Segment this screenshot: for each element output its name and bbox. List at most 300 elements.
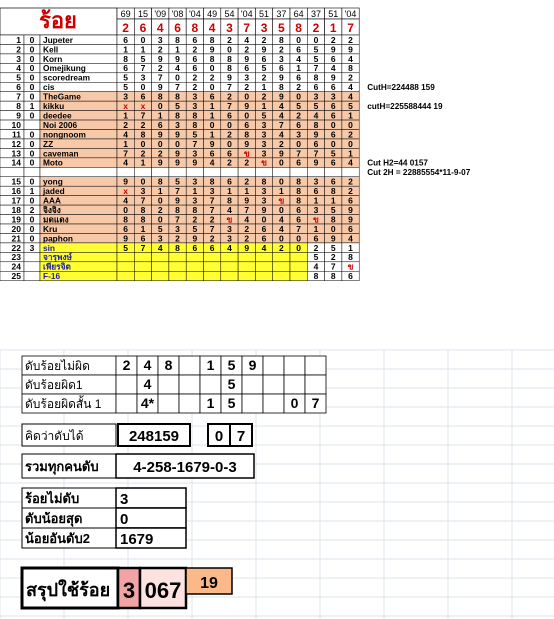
value-cell	[186, 252, 203, 261]
row-zero: 0	[29, 34, 35, 45]
value-cell	[204, 271, 221, 280]
rank-cell	[242, 394, 263, 413]
value: 2	[278, 138, 284, 149]
value-cell	[221, 167, 238, 176]
value: 2	[157, 148, 163, 159]
row-name: jaded	[43, 186, 65, 197]
row-note: Cut 2H = 22885554*11-9-07	[367, 168, 471, 178]
row-number: 3	[16, 53, 21, 64]
row-number: 13	[11, 148, 21, 159]
value: 2	[227, 157, 232, 168]
value: 1	[157, 186, 163, 197]
value-cell	[238, 262, 255, 271]
row-zero: 1	[29, 186, 35, 197]
value: ข	[313, 214, 319, 225]
value: 9	[330, 44, 336, 55]
col-subheader: 6	[139, 21, 147, 35]
value: 8	[123, 214, 129, 225]
value: 9	[123, 233, 129, 244]
value: 4	[348, 157, 353, 168]
row-number: 24	[11, 261, 21, 272]
value: 9	[348, 214, 353, 225]
value: 2	[227, 34, 232, 45]
value: 6	[330, 157, 336, 168]
value: 1	[348, 242, 353, 253]
value: 2	[209, 233, 215, 244]
row-name: มดแดง	[43, 214, 69, 225]
value: 8	[313, 72, 319, 83]
value: 0	[227, 138, 232, 149]
value: 9	[278, 91, 284, 102]
value: 4	[278, 129, 284, 140]
row-zero-cell	[24, 167, 40, 176]
value: 9	[175, 129, 180, 140]
value: 7	[313, 148, 319, 159]
value: 8	[123, 53, 129, 64]
rank-value: 7	[311, 395, 320, 411]
value: 2	[296, 110, 302, 121]
value: 8	[192, 204, 198, 215]
value: 2	[157, 204, 163, 215]
row-name: TheGame	[43, 91, 81, 102]
value: 8	[140, 204, 146, 215]
row-name: scoredream	[43, 72, 91, 83]
value: 7	[313, 63, 319, 74]
row-number: 11	[12, 129, 21, 140]
row-zero: 0	[29, 195, 35, 206]
value: 1	[123, 110, 129, 121]
value: 0	[227, 44, 232, 55]
value: 9	[313, 129, 319, 140]
value: 9	[348, 44, 353, 55]
value: 9	[244, 195, 250, 206]
row-number: 22	[11, 242, 21, 253]
value: 3	[209, 186, 215, 197]
value: 0	[313, 34, 319, 45]
rank-value: 9	[248, 357, 257, 373]
value: 2	[192, 72, 198, 83]
rank-value: 5	[227, 395, 236, 411]
value: 1	[123, 138, 129, 149]
rank-cell	[179, 394, 200, 413]
rank-value: 4	[143, 376, 152, 392]
value: 6	[192, 242, 198, 253]
value: 8	[209, 53, 215, 64]
col-header: 51	[328, 9, 339, 19]
value-cell	[134, 252, 151, 261]
value-cell	[204, 167, 221, 176]
value-cell	[152, 271, 169, 280]
value: 5	[348, 101, 353, 111]
rank-cell	[200, 375, 221, 394]
value-cell	[117, 271, 134, 280]
value: 7	[227, 82, 232, 93]
value: 0	[157, 214, 163, 225]
value-cell	[325, 167, 342, 176]
row-zero: 0	[29, 233, 35, 244]
value: 3	[261, 186, 267, 197]
value: 8	[227, 195, 232, 206]
value: 2	[244, 223, 250, 234]
row-number-cell	[0, 167, 24, 176]
rank-cell	[179, 375, 200, 394]
row-note: cutH=225588444 19	[367, 102, 443, 111]
value: 6	[296, 157, 302, 168]
value: 4	[123, 195, 129, 206]
value: 9	[330, 72, 336, 83]
row-zero-cell	[24, 271, 40, 280]
row-zero: 3	[29, 242, 35, 253]
value: 0	[123, 204, 129, 215]
value: 3	[192, 148, 198, 159]
calc-extra: 7	[236, 428, 246, 445]
row-number: 6	[16, 82, 21, 93]
value: 7	[140, 110, 146, 121]
value: 7	[209, 204, 215, 215]
row-number: 14	[11, 157, 21, 168]
value: 3	[157, 233, 163, 244]
value: 0	[278, 204, 284, 215]
value: 6	[209, 242, 215, 253]
value: 9	[261, 204, 267, 215]
value: 3	[313, 91, 319, 102]
row-number: 8	[16, 101, 21, 111]
col-subheader: 8	[295, 21, 302, 35]
sheet-title: ร้อย	[39, 8, 77, 33]
value: 2	[175, 233, 180, 244]
value: 4	[244, 214, 250, 225]
value: 9	[157, 129, 163, 140]
value-cell	[169, 167, 186, 176]
value: 4	[209, 157, 215, 168]
col-header: '04	[188, 9, 201, 19]
value: 8	[348, 63, 353, 74]
value-cell	[290, 271, 307, 280]
value: 3	[296, 129, 302, 140]
value-cell	[273, 252, 290, 261]
value: 8	[278, 82, 284, 93]
row-zero-cell	[24, 120, 40, 129]
row-zero: 0	[29, 214, 35, 225]
rank-cell	[242, 375, 263, 394]
value: 7	[140, 63, 146, 74]
value-cell	[186, 167, 203, 176]
value: 0	[140, 138, 146, 149]
value: 0	[330, 138, 336, 149]
rank-value: 4*	[140, 395, 155, 411]
value-cell	[273, 262, 290, 271]
value: 9	[157, 53, 163, 64]
col-header: '08	[171, 9, 184, 19]
value: 6	[313, 186, 319, 197]
value: 9	[227, 72, 232, 83]
value-cell	[186, 262, 203, 271]
value: 6	[227, 148, 232, 159]
row-zero: 0	[29, 176, 35, 187]
row-number: 18	[11, 204, 21, 215]
value: 4	[227, 204, 232, 215]
summary-label: สรุปใช้ร้อย	[26, 580, 111, 600]
value: 9	[175, 195, 180, 206]
value-cell	[169, 262, 186, 271]
value: 9	[244, 53, 250, 64]
value: 4	[157, 242, 163, 253]
value: 2	[348, 176, 353, 187]
value: 1	[261, 101, 267, 111]
value: 3	[140, 72, 146, 83]
calc-value: 248159	[128, 428, 180, 445]
row-note: Cut H2=44 0157	[367, 158, 428, 168]
value: 4	[313, 110, 319, 121]
value: 8	[330, 214, 336, 225]
value: 5	[175, 101, 180, 111]
value: 1	[348, 148, 353, 159]
row-name: Omejikung	[43, 63, 86, 74]
value: 7	[227, 101, 232, 111]
value-cell	[307, 167, 324, 176]
value: 0	[296, 34, 302, 45]
value: 1	[348, 110, 353, 121]
value: 5	[192, 223, 198, 234]
col-header: 69	[120, 9, 131, 19]
value: 8	[175, 110, 180, 121]
value: 7	[175, 186, 180, 197]
row-zero: 0	[29, 53, 35, 64]
value: 6	[313, 82, 319, 93]
value: 0	[157, 138, 163, 149]
value: 0	[296, 91, 302, 102]
value: 2	[244, 157, 250, 168]
calc-label: คิดว่าดับได้	[25, 429, 84, 443]
value: 0	[296, 242, 302, 253]
row-name: AAA	[43, 195, 61, 206]
value: 3	[140, 186, 146, 197]
value: 2	[296, 82, 302, 93]
value: 4	[348, 91, 353, 102]
row-name: จารุพงษ์	[43, 252, 72, 263]
total-value: 4-258-1679-0-3	[133, 459, 237, 476]
row-name: Noi 2006	[43, 119, 78, 130]
value: 2	[278, 242, 284, 253]
value: 7	[330, 261, 336, 272]
rank-label: ดับร้อยผิดสั้น 1	[25, 397, 102, 411]
row-note: CutH=224488 159	[367, 83, 435, 93]
row-number: 9	[16, 110, 21, 121]
value: 2	[157, 63, 163, 74]
row-number: 10	[11, 119, 21, 130]
count-label: ร้อยไม่ดับ	[25, 491, 80, 506]
row-zero: 1	[29, 101, 35, 111]
count-label: ดับน้อยสุด	[25, 511, 83, 526]
value: 2	[244, 176, 250, 187]
value: 5	[330, 242, 336, 253]
value: 2	[261, 34, 267, 45]
value: 4	[175, 63, 180, 74]
rank-cell	[263, 356, 284, 375]
value: 5	[296, 101, 302, 111]
value: 5	[157, 223, 163, 234]
row-zero-cell	[24, 252, 40, 261]
value-cell	[204, 252, 221, 261]
value: 7	[244, 204, 250, 215]
value: 6	[244, 119, 250, 130]
row-name: kikku	[43, 101, 65, 111]
row-name: ZZ	[43, 138, 54, 149]
value: 2	[244, 233, 250, 244]
value: 0	[278, 176, 284, 187]
value: ข	[243, 148, 250, 159]
row-number: 16	[11, 186, 21, 197]
value: 2	[261, 91, 267, 102]
value: 8	[175, 91, 180, 102]
value: 8	[209, 34, 215, 45]
rank-value: 1	[206, 357, 215, 373]
value: 3	[278, 53, 284, 64]
col-subheader: 2	[122, 21, 129, 35]
value: 3	[192, 101, 198, 111]
value: 5	[123, 72, 129, 83]
value: 1	[313, 195, 319, 206]
rank-value: 1	[206, 395, 215, 411]
value: 9	[157, 157, 163, 168]
value: 6	[296, 72, 302, 83]
value: 8	[261, 176, 267, 187]
value: 4	[278, 101, 284, 111]
value: 1	[244, 186, 250, 197]
col-subheader: 7	[347, 21, 354, 35]
value: 8	[140, 214, 146, 225]
value: 3	[261, 148, 267, 159]
row-name: caveman	[43, 148, 79, 159]
value: 6	[330, 110, 336, 121]
value: 1	[157, 110, 163, 121]
col-header: 37	[276, 9, 287, 19]
rank-cell	[179, 356, 200, 375]
row-name-cell	[40, 167, 117, 176]
value: 6	[261, 53, 267, 64]
value: 2	[209, 72, 215, 83]
value: 6	[348, 195, 353, 206]
summary-blocks	[22, 356, 326, 608]
value: ข	[226, 214, 233, 225]
value: 0	[244, 91, 250, 102]
value-cell	[134, 271, 151, 280]
value: 5	[123, 242, 129, 253]
value-cell	[342, 167, 359, 176]
col-subheader: 1	[329, 21, 337, 35]
value: ข	[261, 157, 267, 168]
value: 6	[157, 119, 163, 130]
value: 4	[296, 53, 302, 64]
value: 7	[157, 72, 163, 83]
value: 0	[140, 82, 146, 93]
col-header: 54	[224, 9, 235, 19]
row-name: Kru	[43, 223, 58, 234]
value: 9	[278, 148, 284, 159]
value: 6	[192, 53, 198, 64]
row-zero: 0	[29, 223, 35, 234]
value: 3	[227, 233, 232, 244]
value: 2	[244, 44, 250, 55]
col-subheader: 7	[243, 21, 251, 35]
value: 0	[278, 157, 284, 168]
value: 1	[313, 223, 319, 234]
rank-value: 4	[143, 357, 152, 373]
row-name: F-16	[43, 271, 61, 282]
value: 2	[157, 44, 163, 55]
value-cell	[204, 262, 221, 271]
value: 8	[175, 242, 180, 253]
row-zero: 0	[29, 72, 35, 83]
row-number: 4	[16, 63, 21, 74]
value: 9	[261, 44, 267, 55]
value-cell	[134, 167, 151, 176]
value: 4	[313, 261, 319, 272]
value: 6	[123, 63, 129, 74]
value: 0	[330, 119, 336, 130]
summary-main-digit: 3	[122, 578, 136, 603]
value: 0	[140, 176, 146, 187]
value: 3	[157, 34, 163, 45]
row-zero: 0	[29, 129, 35, 140]
row-zero: 0	[29, 44, 35, 55]
value: 4	[278, 223, 284, 234]
value: ข	[278, 195, 285, 206]
total-label: รวมทุกคนดับ	[25, 459, 99, 474]
value: 5	[313, 44, 319, 55]
row-zero: 0	[29, 63, 35, 74]
rank-label: ดับร้อยผิด1	[25, 378, 83, 392]
col-header: 64	[293, 9, 304, 19]
row-zero: 0	[29, 82, 35, 93]
value: 4	[278, 110, 284, 121]
value: 9	[244, 101, 250, 111]
value: 3	[227, 223, 232, 234]
row-name: เพียรจิต	[43, 261, 71, 272]
row-name: sin	[43, 242, 55, 253]
value: 1	[278, 186, 284, 197]
value: 2	[313, 242, 319, 253]
value: 4	[278, 214, 284, 225]
value: 8	[157, 91, 163, 102]
value: 2	[192, 44, 198, 55]
rank-cell	[116, 394, 137, 413]
value: 6	[296, 119, 302, 130]
rank-cell	[263, 394, 284, 413]
value-cell	[134, 262, 151, 271]
value: 1	[330, 195, 336, 206]
row-number: 15	[11, 176, 21, 187]
count-value: 1679	[120, 531, 154, 548]
value: 7	[209, 195, 215, 206]
value: 7	[175, 82, 180, 93]
row-name: deedee	[43, 110, 72, 121]
value-cell	[238, 271, 255, 280]
value: 9	[313, 157, 319, 168]
value: 6	[261, 233, 267, 244]
value-cell	[169, 252, 186, 261]
value: 6	[348, 271, 353, 282]
value: 2	[348, 34, 353, 45]
value: 2	[140, 148, 146, 159]
value: x	[140, 101, 146, 111]
value: 0	[244, 110, 250, 121]
value: 8	[278, 34, 284, 45]
value: 8	[296, 186, 302, 197]
col-header: 15	[137, 9, 148, 19]
value: 6	[348, 223, 353, 234]
value: 0	[209, 63, 215, 74]
